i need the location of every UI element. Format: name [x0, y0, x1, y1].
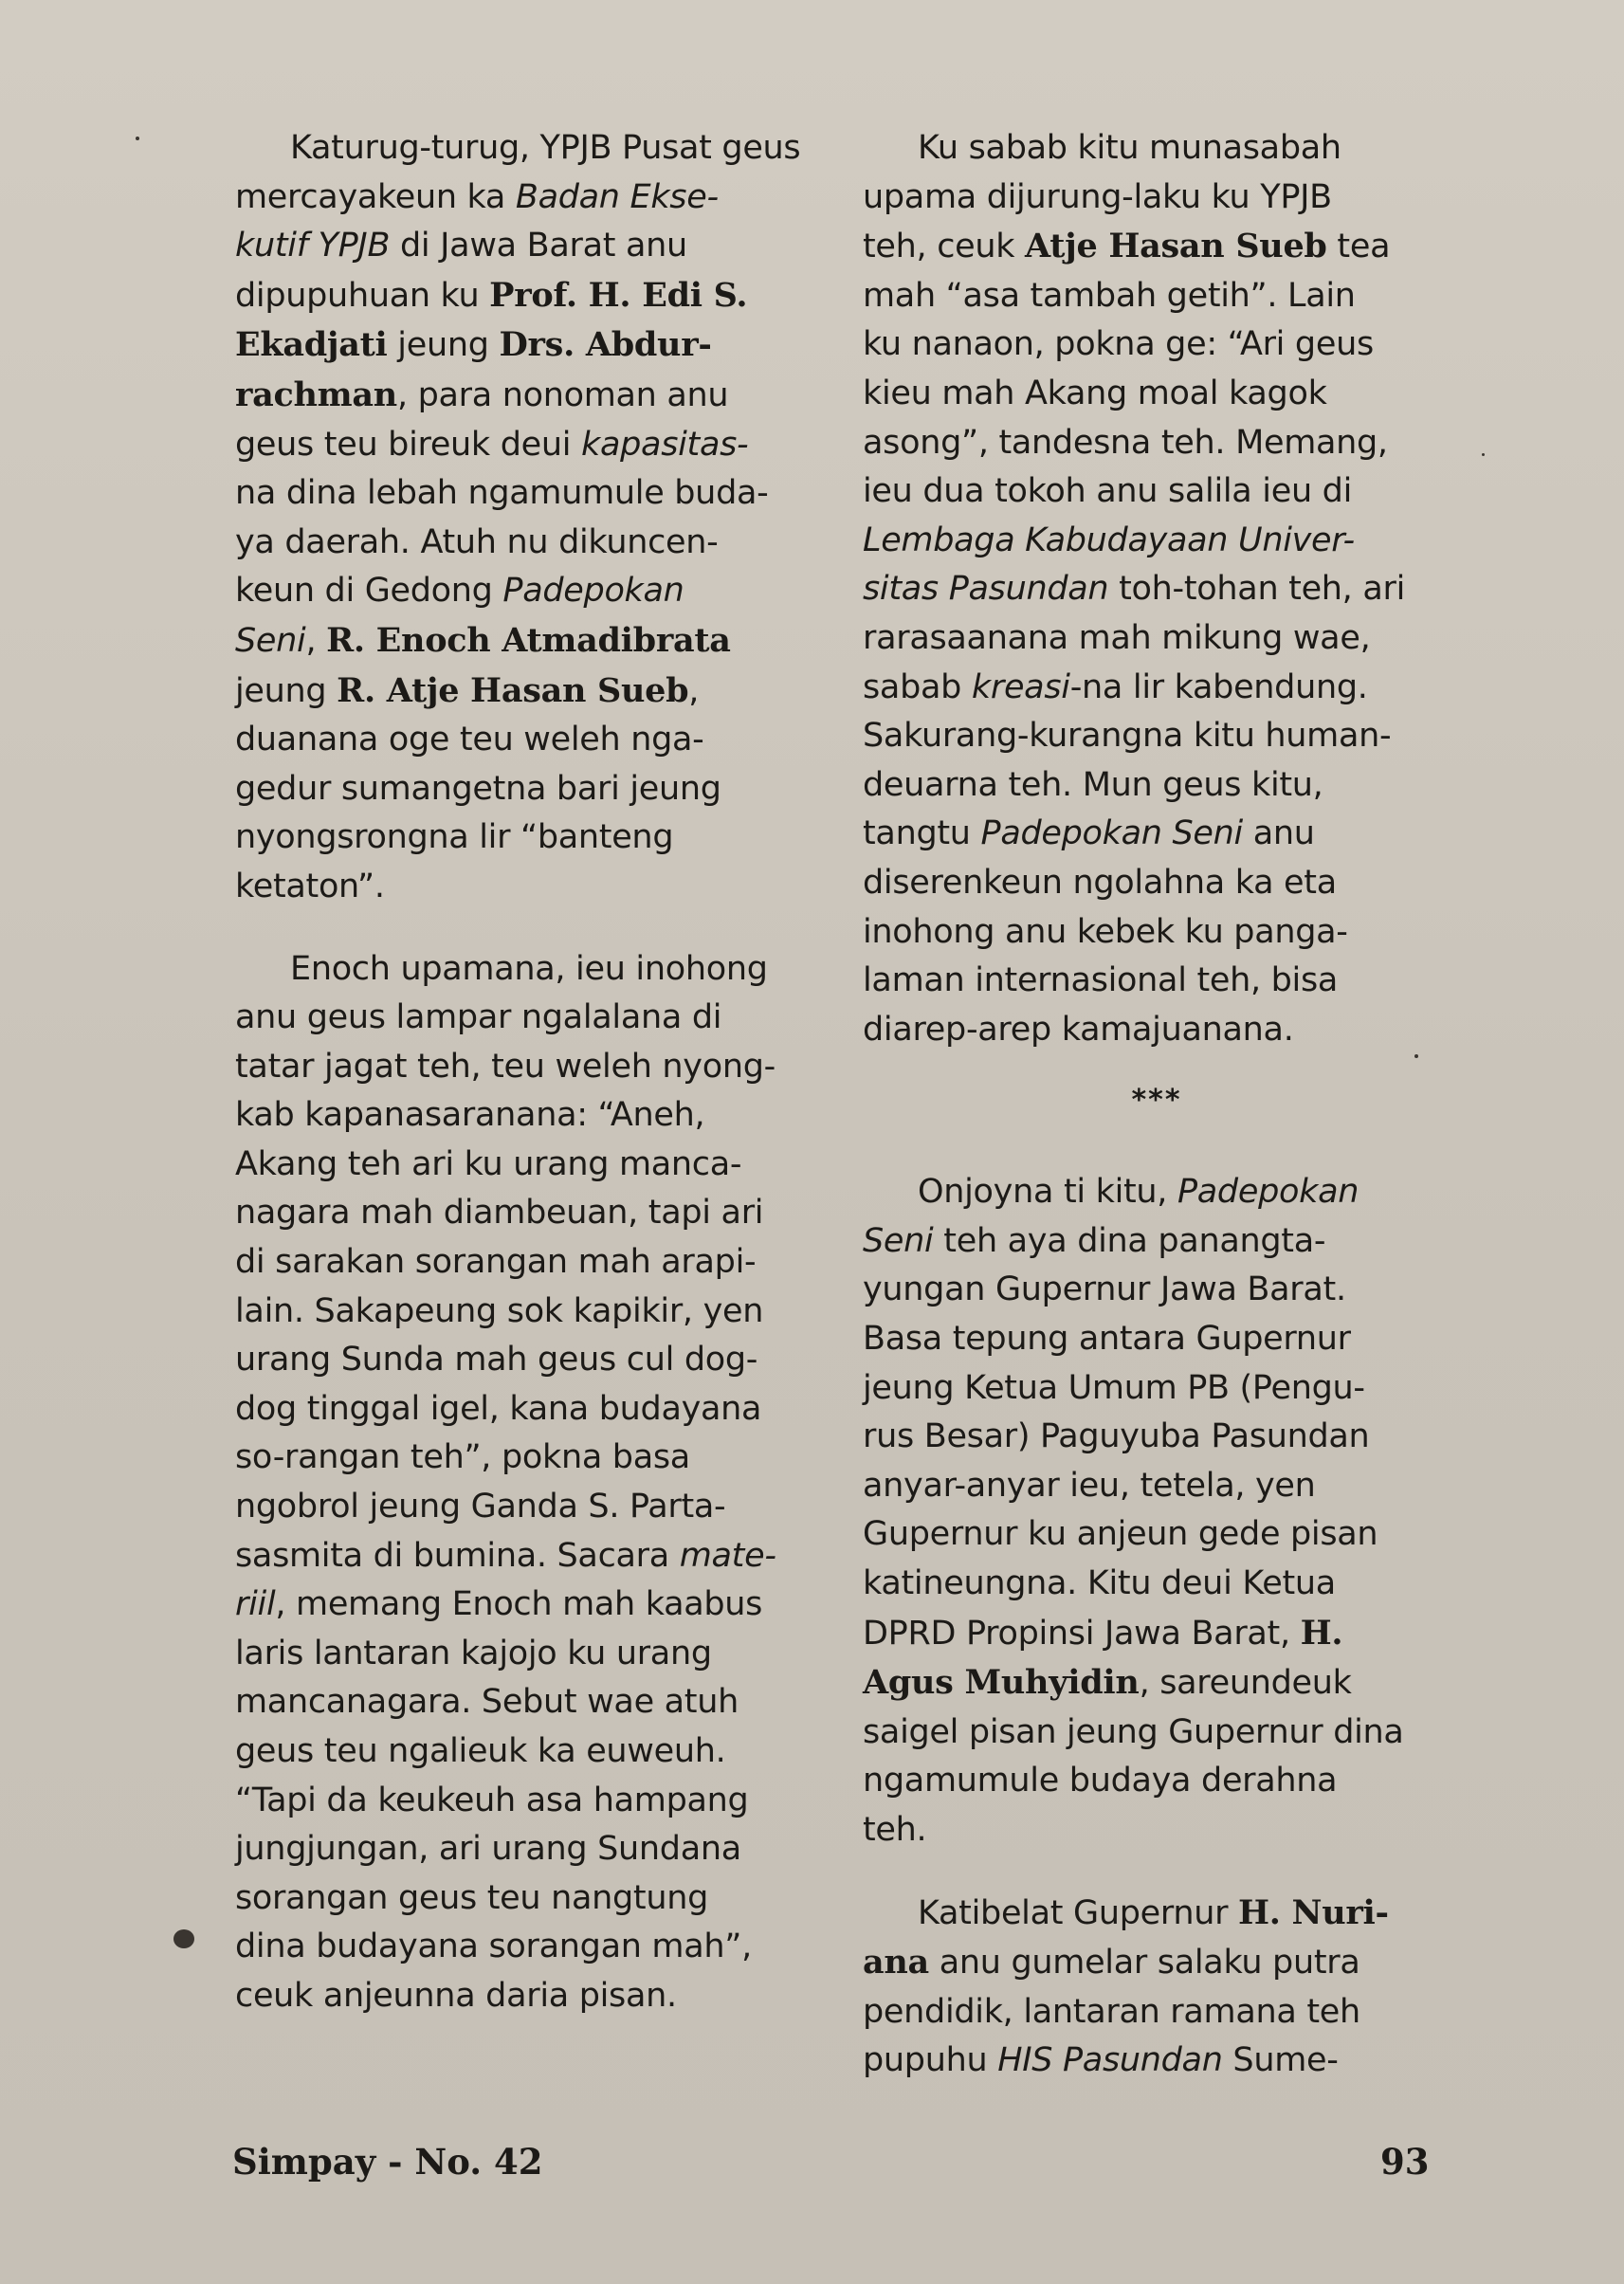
bold-name: R. Atje Hasan Sueb [337, 670, 689, 710]
bold-name: R. Enoch Atmadibrata [326, 620, 731, 660]
paragraph [235, 945, 813, 2021]
text-run: ieu dua tokoh anu salila ieu di [863, 472, 1352, 511]
text-line [863, 272, 1451, 321]
text-run: , [688, 671, 700, 710]
text-run: jeung [235, 671, 338, 710]
text-line [863, 320, 1451, 370]
text-run: dina budayana sorangan mah”, [235, 1928, 752, 1966]
text-line [863, 1560, 1451, 1609]
text-run: di sarakan sorangan mah arapi- [235, 1243, 757, 1282]
text-run: ketaton”. [235, 867, 385, 905]
text-run: geus teu ngalieuk ka euweuh. [235, 1732, 726, 1770]
text-line [863, 2037, 1451, 2086]
text-run: jungjungan, ari urang Sundana [235, 1830, 741, 1869]
text-run: , memang Enoch mah kaabus [275, 1585, 763, 1624]
text-run: laris lantaran kajojo ku urang [235, 1634, 712, 1672]
text-run: sasmita di bumina. Sacara [235, 1536, 680, 1575]
text-line [863, 1462, 1451, 1511]
paragraph [863, 1889, 1451, 2086]
text-line [863, 712, 1451, 761]
text-line [863, 614, 1451, 664]
text-run: pendidik, lantaran ramana teh [863, 1992, 1360, 2031]
text-line [863, 1315, 1451, 1364]
text-line [863, 419, 1451, 468]
text-line [235, 469, 813, 519]
text-run: mercayakeun ka [235, 177, 516, 216]
text-line [235, 945, 813, 995]
text-line [863, 1006, 1451, 1055]
text-line [863, 1413, 1451, 1462]
text-line [235, 1288, 813, 1337]
text-run: ku nanaon, pokna ge: “Ari geus [863, 325, 1374, 364]
text-line [235, 320, 813, 371]
text-run: anu [1242, 814, 1315, 853]
text-run: teh. [863, 1811, 927, 1849]
text-run: diserenkeun ngolahna ka eta [863, 863, 1337, 902]
text-line [235, 222, 813, 271]
paragraph [863, 1168, 1451, 1855]
text-run: toh-tohan teh, ari [1108, 570, 1405, 609]
paragraph [863, 124, 1451, 1054]
text-line [863, 565, 1451, 614]
text-line [863, 1364, 1451, 1414]
text-run: tangtu [863, 814, 981, 853]
text-line [863, 1806, 1451, 1855]
text-run: Sume- [1222, 2041, 1339, 2080]
text-line [235, 616, 813, 667]
text-run: anu geus lampar ngalalana di [235, 998, 722, 1037]
ink-speck [173, 1929, 194, 1948]
text-line [235, 1189, 813, 1238]
text-run: ngamumule budaya derahna [863, 1762, 1338, 1800]
text-run: tea [1326, 228, 1391, 266]
italic-term: Badan Ekse- [515, 177, 719, 216]
text-line [863, 1609, 1451, 1659]
text-run: Katurug-turug, YPJB Pusat geus [290, 129, 801, 167]
text-run: geus teu bireuk deui [235, 425, 582, 464]
text-run: na dina lebah ngamumule buda- [235, 474, 769, 513]
text-run: Sakurang-kurangna kitu human- [863, 717, 1392, 756]
text-run: Basa tepung antara Gupernur [863, 1320, 1351, 1359]
text-run: deuarna teh. Mun geus kitu, [863, 765, 1323, 804]
text-line [235, 174, 813, 223]
ink-speck [136, 137, 139, 140]
text-line [863, 517, 1451, 566]
text-run: di Jawa Barat anu [390, 227, 687, 265]
text-line [235, 1581, 813, 1630]
text-line [235, 1238, 813, 1288]
text-line [863, 1217, 1451, 1267]
text-run: -na lir kabendung. [1069, 667, 1368, 706]
italic-term: sitas Pasundan [863, 570, 1109, 609]
text-line [235, 863, 813, 912]
italic-term: Padepokan [502, 572, 684, 611]
text-line [235, 1923, 813, 1972]
text-line [863, 1168, 1451, 1217]
text-run: tatar jagat teh, teu weleh nyong- [235, 1047, 776, 1086]
text-line [235, 1874, 813, 1924]
text-run: kieu mah Akang moal kagok [863, 374, 1327, 412]
bold-name: Drs. Abdur- [499, 325, 712, 365]
bold-name: Prof. H. Edi S. [489, 275, 748, 315]
text-run: dog tinggal igel, kana budayana [235, 1389, 762, 1428]
text-run: saigel pisan jeung Gupernur dina [863, 1712, 1404, 1751]
text-run: Katibelat Gupernur [918, 1893, 1239, 1932]
text-run: , para nonoman anu [396, 375, 729, 414]
text-run: ngobrol jeung Ganda S. Parta- [235, 1488, 726, 1526]
italic-term: HIS Pasundan [997, 2041, 1223, 2080]
text-line [863, 957, 1451, 1006]
footer-magazine-title: Simpay - No. 42 [232, 2141, 543, 2183]
text-line [235, 1336, 813, 1385]
text-run: duanana oge teu weleh nga- [235, 721, 704, 759]
right-column [863, 124, 1451, 2119]
italic-term: Seni [235, 621, 306, 660]
italic-term: mate- [679, 1536, 776, 1575]
italic-term: kutif YPJB [235, 227, 391, 265]
text-line [863, 222, 1451, 272]
text-line [235, 1091, 813, 1141]
text-run: sabab [863, 667, 972, 706]
text-run: dipupuhuan ku [235, 276, 490, 315]
italic-term: Padepokan [1177, 1173, 1359, 1212]
text-run: , sareundeuk [1139, 1664, 1352, 1703]
italic-term: kapasitas- [581, 425, 749, 464]
text-line [863, 1889, 1451, 1939]
text-run: so-rangan teh”, pokna basa [235, 1438, 690, 1477]
text-run: yungan Gupernur Jawa Barat. [863, 1270, 1346, 1309]
text-run: sorangan geus teu nangtung [235, 1878, 709, 1917]
text-run: nagara mah diambeuan, tapi ari [235, 1194, 764, 1233]
text-line [863, 370, 1451, 419]
text-line [235, 567, 813, 616]
text-run: teh, ceuk [863, 228, 1026, 266]
text-line [235, 765, 813, 814]
text-run: mancanagara. Sebut wae atuh [235, 1683, 739, 1722]
text-line [863, 1938, 1451, 1988]
text-line [235, 1532, 813, 1581]
text-line [863, 761, 1451, 811]
text-run: Gupernur ku anjeun gede pisan [863, 1515, 1378, 1554]
text-line [235, 1141, 813, 1190]
italic-term: Padepokan Seni [980, 814, 1243, 853]
paragraph [235, 124, 813, 912]
text-line [235, 1434, 813, 1483]
bold-name: Ekadjati [235, 325, 388, 365]
bold-name: H. Nuri- [1238, 1892, 1389, 1932]
text-run: rarasaanana mah mikung wae, [863, 618, 1371, 657]
text-line [235, 1972, 813, 2021]
text-run: urang Sunda mah geus cul dog- [235, 1341, 758, 1380]
text-line [863, 174, 1451, 223]
text-run: gedur sumangetna bari jeung [235, 769, 721, 808]
text-line [235, 421, 813, 470]
text-line [863, 124, 1451, 174]
text-line [235, 994, 813, 1043]
text-run: asong”, tandesna teh. Memang, [863, 423, 1388, 462]
text-line [235, 1678, 813, 1727]
text-line [235, 1777, 813, 1826]
text-line [235, 1825, 813, 1874]
text-run: keun di Gedong [235, 572, 503, 611]
ink-speck [1482, 453, 1485, 456]
text-line [235, 371, 813, 421]
text-line [235, 1483, 813, 1532]
text-run: inohong anu kebek ku panga- [863, 912, 1348, 951]
text-line [863, 908, 1451, 958]
text-run: lain. Sakapeung sok kapikir, yen [235, 1291, 764, 1330]
text-line [863, 1266, 1451, 1315]
text-run: nyongsrongna lir “banteng [235, 818, 674, 857]
text-run: teh aya dina panangta- [933, 1221, 1326, 1260]
text-line [235, 519, 813, 568]
left-column [235, 124, 813, 2055]
text-run: jeung Ketua Umum PB (Pengu- [863, 1368, 1365, 1407]
text-line [863, 664, 1451, 713]
text-run: pupuhu [863, 2041, 998, 2080]
text-run: ya daerah. Atuh nu dikuncen- [235, 522, 719, 561]
text-run: diarep-arep kamajuanana. [863, 1010, 1294, 1049]
text-run: katineungna. Kitu deui Ketua [863, 1564, 1336, 1603]
text-line [863, 1708, 1451, 1758]
text-run: laman internasional teh, bisa [863, 961, 1339, 1000]
bold-name: Atje Hasan Sueb [1025, 227, 1327, 266]
text-run: jeung [387, 326, 500, 365]
text-run: , [305, 621, 327, 660]
text-line [235, 1385, 813, 1434]
bold-name: ana [863, 1943, 929, 1983]
bold-name: H. [1300, 1613, 1343, 1653]
text-run: Onjoyna ti kitu, [918, 1173, 1177, 1212]
text-run: rus Besar) Paguyuba Pasundan [863, 1417, 1370, 1456]
text-run: Ku sabab kitu munasabah [918, 129, 1341, 167]
text-line [235, 1727, 813, 1777]
text-line [863, 1658, 1451, 1708]
text-line [863, 810, 1451, 859]
italic-term: Lembaga Kabudayaan Univer- [863, 521, 1355, 559]
text-line [235, 813, 813, 863]
text-line [863, 859, 1451, 908]
ink-speck [1414, 1054, 1418, 1058]
text-line [235, 271, 813, 321]
text-run: upama dijurung-laku ku YPJB [863, 177, 1332, 216]
text-line [863, 1510, 1451, 1560]
text-run: anu gumelar salaku putra [928, 1944, 1360, 1983]
text-run: ceuk anjeunna daria pisan. [235, 1976, 677, 2015]
bold-name: Agus Muhyidin [863, 1663, 1140, 1703]
text-run: kab kapanasaranana: “Aneh, [235, 1096, 705, 1135]
text-line [863, 1988, 1451, 2037]
text-line [863, 1757, 1451, 1806]
text-run: Enoch upamana, ieu inohong [290, 949, 768, 988]
text-run: mah “asa tambah getih”. Lain [863, 276, 1356, 315]
page-number: 93 [1380, 2141, 1430, 2183]
text-run: Akang teh ari ku urang manca- [235, 1144, 742, 1183]
bold-name: rachman [235, 375, 397, 414]
italic-term: Seni [863, 1221, 934, 1260]
section-separator: *** [1131, 1084, 1182, 1118]
italic-term: riil [235, 1585, 276, 1624]
text-line [235, 716, 813, 765]
text-line [235, 1630, 813, 1679]
text-run: “Tapi da keukeuh asa hampang [235, 1781, 749, 1819]
text-line [235, 1043, 813, 1092]
italic-term: kreasi [971, 667, 1070, 706]
text-run: DPRD Propinsi Jawa Barat, [863, 1614, 1301, 1653]
text-line [235, 124, 813, 174]
text-line [863, 467, 1451, 517]
text-run: anyar-anyar ieu, tetela, yen [863, 1466, 1316, 1505]
text-line [235, 667, 813, 717]
